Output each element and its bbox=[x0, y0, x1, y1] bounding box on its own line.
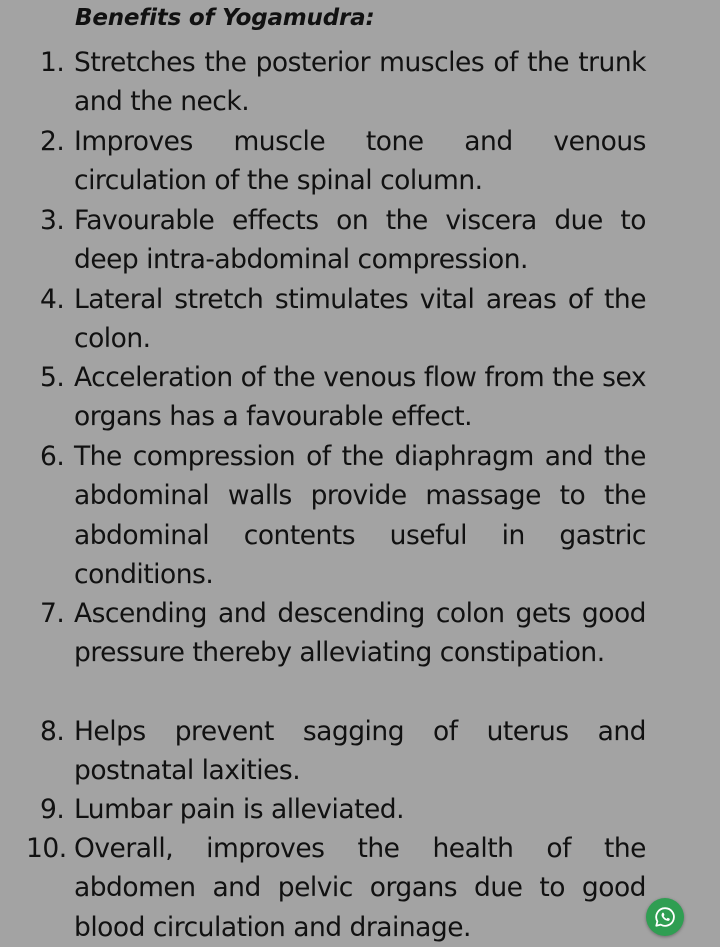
whatsapp-share-button[interactable] bbox=[646, 898, 684, 936]
item-number: 4. bbox=[40, 284, 65, 315]
item-number: 8. bbox=[40, 716, 65, 747]
benefit-item bbox=[40, 358, 646, 437]
benefit-item bbox=[40, 594, 646, 673]
benefit-item bbox=[40, 201, 646, 280]
item-text: Helps prevent sagging of uterus and postnatal laxities. bbox=[74, 716, 646, 787]
item-number: 3. bbox=[40, 205, 65, 236]
item-number: 2. bbox=[40, 126, 65, 157]
benefit-item bbox=[26, 829, 646, 947]
item-number: 7. bbox=[40, 598, 65, 629]
benefit-item bbox=[40, 280, 646, 359]
item-number: 1. bbox=[40, 47, 65, 78]
item-text: Lateral stretch stimulates vital areas of the colon. bbox=[74, 284, 646, 355]
benefit-item bbox=[40, 790, 646, 829]
item-text: Favourable effects on the viscera due to deep intra-abdominal compression. bbox=[74, 205, 646, 276]
item-text: Stretches the posterior muscles of the trunk and the neck. bbox=[74, 47, 646, 118]
benefit-item bbox=[40, 437, 646, 594]
item-number: 10. bbox=[26, 833, 67, 864]
benefit-item bbox=[40, 43, 646, 122]
item-text: The compression of the diaphragm and the abdominal walls provide massage to the abdominal contents useful in gastric conditions. bbox=[74, 441, 646, 590]
item-number: 6. bbox=[40, 441, 65, 472]
item-text: Lumbar pain is alleviated. bbox=[74, 794, 405, 825]
item-number: 5. bbox=[40, 362, 65, 393]
benefit-item bbox=[40, 122, 646, 201]
benefit-item bbox=[40, 712, 646, 791]
item-number: 9. bbox=[40, 794, 65, 825]
section-heading: Benefits of Yogamudra: bbox=[75, 5, 375, 31]
item-text: Overall, improves the health of the abdomen and pelvic organs due to good blood circulation and drainage. bbox=[74, 833, 646, 943]
item-text: Acceleration of the venous flow from the sex organs has a favourable effect. bbox=[74, 362, 646, 433]
whatsapp-icon bbox=[653, 905, 677, 929]
item-text: Improves muscle tone and venous circulation of the spinal column. bbox=[74, 126, 646, 197]
item-text: Ascending and descending colon gets good pressure thereby alleviating constipation. bbox=[74, 598, 646, 669]
